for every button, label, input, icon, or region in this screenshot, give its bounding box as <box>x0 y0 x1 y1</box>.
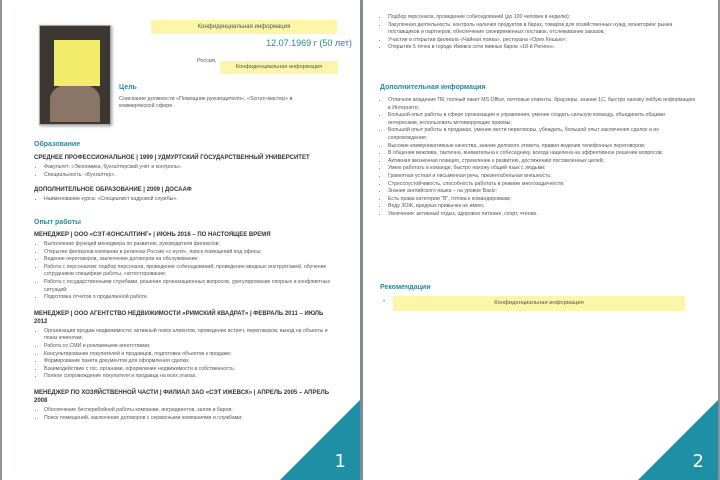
list-item: • Ведение переговоров, заключение договоров на обслуживание; <box>44 256 334 264</box>
confidential-recommendations: Конфиденциальная информация <box>393 296 685 311</box>
additional-info-heading: Дополнительная информация <box>380 84 486 91</box>
list-item: • Отличное владение ПК: полный пакет MS Office, почтовые клиенты, браузеры, знание 1С, быстро нахожу любую информацию в Интернете; <box>388 97 696 112</box>
list-item: • Подготовка отчетов о проделанной работе. <box>44 294 334 302</box>
education-section <box>34 154 354 204</box>
goal-heading: Цель <box>119 84 137 91</box>
resume-page-1 <box>2 0 360 480</box>
list-item: • Работа с персоналом: подбор персонала, проведение собеседований, проведение вводных инструктажей, обучение сотрудников специфике работы, «аттестирование; <box>44 264 334 279</box>
list-item: • Консультирование покупателей и продавцов, подготовка объектов к продаже; <box>44 351 334 359</box>
education-entry: СРЕДНЕЕ ПРОФЕССИОНАЛЬНОЕ | 1999 | УДМУРТСКИЙ ГОСУДАРСТВЕННЫЙ УНИВЕРСИТЕТ <box>34 155 310 161</box>
experience-section <box>34 231 334 422</box>
confidential-name: Конфиденциальная информация <box>151 20 337 34</box>
job-title: МЕНЕДЖЕР ПО ХОЗЯЙСТВЕННОЙ ЧАСТИ | ФИЛИАЛ ЗАО «СЭТ ИЖЕВСК» | АПРЕЛЬ 2005 – АПРЕЛЬ 2008 <box>34 389 330 404</box>
list-item: • Есть права категории "В", готова к командировкам; <box>388 196 696 204</box>
corner-triangle <box>638 400 718 480</box>
list-item: • Взаимодействие с гос. органами, оформление недвижимости в собственность; <box>44 366 334 374</box>
experience-heading: Опыт работы <box>34 219 82 226</box>
country: Россия, <box>197 58 217 64</box>
list-item: • Большой опыт работы в продажах, умение вести переговоры, убеждать, большой опыт заключения сделок и их сопровождения; <box>388 127 696 142</box>
list-item: • Высокие коммуникативные качества, знание делового этикета, правил ведения телефонных переговоров; <box>388 143 696 151</box>
list-item: • Организация продаж недвижимости: активный поиск клиентов, проведение встреч, переговоров, выезд на объекты и показ клиентам; <box>44 328 334 343</box>
job-title: МЕНЕДЖЕР | ООО АГЕНТСТВО НЕДВИЖИМОСТИ «РИМСКИЙ КВАДРАТ» | ФЕВРАЛЬ 2011 – ИЮЛЬ 2012 <box>34 310 324 325</box>
list-item: • Полное сопровождение покупателя и продавца на всех этапах. <box>44 373 334 381</box>
job-title: МЕНЕДЖЕР | ООО «СЭТ-КОНСАЛТИНГ» | ИЮНЬ 2016 – ПО НАСТОЯЩЕЕ ВРЕМЯ <box>34 232 271 238</box>
list-item: • Специальность: «Бухгалтер». <box>44 172 354 180</box>
education-entry: ДОПОЛНИТЕЛЬНОЕ ОБРАЗОВАНИЕ | 2009 | ДОСААФ <box>34 187 192 194</box>
list-item: • Работа с государственными службами, решение организационных вопросов, урегулирование спорных и конфликтных ситуаций; <box>44 279 334 294</box>
list-item: • Большой опыт работы в сфере организации и управления, умение создать сильную команду, объединить общими интересами, использовать мотивирующие приемы; <box>388 112 696 127</box>
additional-info-section <box>378 97 696 219</box>
list-item: • Формирование пакета документов для оформления сделки; <box>44 358 334 366</box>
page-number: 2 <box>692 451 704 472</box>
list-item: • Выполнение функций менеджера по развитию, руководителя филиалов; <box>44 241 334 249</box>
resume-page-2: • Подбор персонала, проведение собеседований (до 100 человек в неделю); • Закупочная деятельность: контроль наличия продуктов в барах, товаров для хозяйственных нужд, мониторинг рынка поставщиков и партнеров, обеспечение своевременных поставок, отслеживание заказов; • Участие в открытии филиала «Чайная ложка», ресторана «Орех Кешью»; • Открытие 5 точек в городе Ижевск сети пивных баров «18-й Регион». Дополнительная информация • Отличное владение ПК: полный пакет MS Office, почтовые клиенты, браузеры, знание 1С, быстро нахожу любую информацию в Интернете; • Большой опыт работы в сфере организации и управления, умение создать сильную команду, объединить общими интересами, использовать мотивирующие приемы; • Большой опыт работы в продажах, умение вести переговоры, убеждать, большой опыт заключения сделок и их сопровождения; • Высокие коммуникативные качества, знание делового этикета, правил ведения телефонных переговоров; • В общении вежлива, тактична, внимательна к собеседнику, всегда нацелена на эффективное решение вопросов; • Активная жизненная позиция, стремление к развитию, достижению поставленных целей; • Умею работать в команде, быстро нахожу общий язык с людьми; • Грамотная устная и письменная речь, презентабельная внешность; • Стрессоустойчивость, способность работать в режиме многозадачности; • Знание английского языка – на уровне Basic; • Есть права категории "В", готова к командировкам; • Веду ЗОЖ, вредных привычек не имею; • Увлечения: активный отдых, здоровое питание, спорт, чтение. Рекомендации • Конфиденциальная информация 2 <box>363 0 718 480</box>
list-item: • Работа со СМИ и рекламными агентствами; <box>44 343 334 351</box>
goal-text: Соискание должности «Помощник руководителя», «Scrum-мастер» в коммерческой сфере. <box>119 96 293 110</box>
list-item: • Подбор персонала, проведение собеседований (до 100 человек в неделю); <box>388 14 693 22</box>
list-item: • Участие в открытии филиала «Чайная ложка», ресторана «Орех Кешью»; <box>388 37 693 45</box>
list-item: • Открытие филиалов компании в регионах России «с нуля», поиск помещений под офисы; <box>44 249 334 257</box>
list-item: • Веду ЗОЖ, вредных привычек не имею; <box>388 203 696 211</box>
list-item: • Грамотная устная и письменная речь, презентабельная внешность; <box>388 173 696 181</box>
recommendations-heading: Рекомендации <box>380 284 431 291</box>
corner-triangle <box>280 400 360 480</box>
list-item: • Знание английского языка – на уровне Basic; <box>388 188 696 196</box>
list-item: • Факультет: «Экономика, бухгалтерский учёт и контроль». <box>44 164 354 172</box>
list-item: • Активная жизненная позиция, стремление к развитию, достижению поставленных целей; <box>388 158 696 166</box>
list-item: • Поиск помещений, заключение договоров с сервисными компаниями и службами; <box>44 415 334 423</box>
continued-list <box>378 14 693 52</box>
redaction-box <box>54 40 100 86</box>
confidential-city: Конфиденциальная информация <box>220 61 338 74</box>
list-item: • Увлечения: активный отдых, здоровое питание, спорт, чтение. <box>388 211 696 219</box>
birth-date: 12.07.1969 г (50 лет) <box>266 38 352 48</box>
page-number: 1 <box>334 451 346 472</box>
list-item: • В общении вежлива, тактична, внимательна к собеседнику, всегда нацелена на эффективное решение вопросов; <box>388 150 696 158</box>
list-item: • Наименование курса: «Специалист кадровой службы». <box>44 196 354 204</box>
list-item: • Закупочная деятельность: контроль наличия продуктов в барах, товаров для хозяйственных нужд, мониторинг рынка поставщиков и партнеров, обеспечение своевременных поставок, отслеживание заказов; <box>388 22 693 37</box>
education-heading: Образование <box>34 141 81 148</box>
list-item: • Умею работать в команде, быстро нахожу общий язык с людьми; <box>388 165 696 173</box>
list-item: • Открытие 5 точек в городе Ижевск сети пивных баров «18-й Регион». <box>388 44 693 52</box>
list-item: • Стрессоустойчивость, способность работать в режиме многозадачности; <box>388 181 696 189</box>
profile-photo <box>39 25 111 125</box>
list-item: • Обеспечение бесперебойной работы компании, ингредиентов, залов и баров; <box>44 407 334 415</box>
